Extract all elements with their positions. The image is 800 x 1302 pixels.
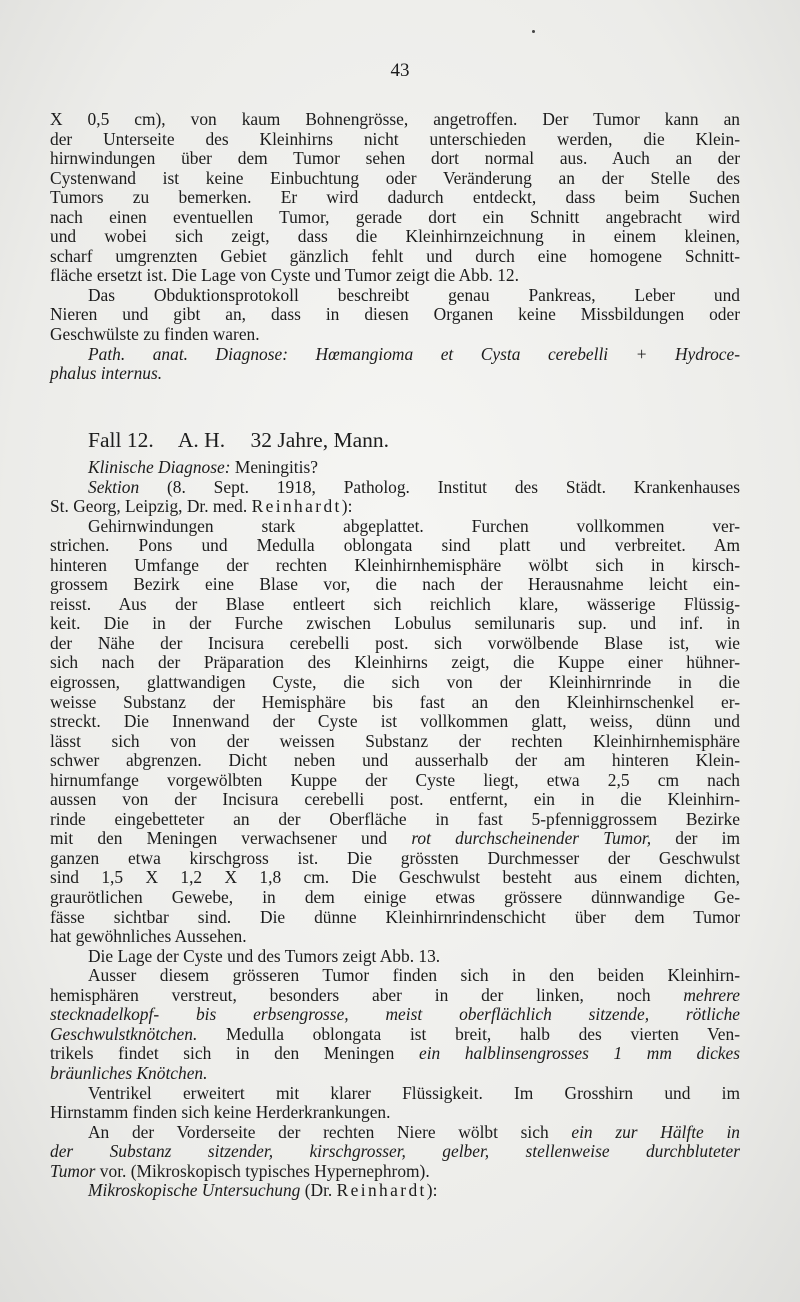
text-line: nach einen eventuellen Tumor, gerade dort ein Schnitt angebracht wird: [50, 206, 740, 227]
text-line: Ventrikel erweitert mit klarer Flüssigkeit. Im Grosshirn und im: [88, 1082, 740, 1103]
text-line: scharf umgrenzten Gebiet gänzlich fehlt und durch eine homogene Schnitt-: [50, 245, 740, 266]
text-line: reisst. Aus der Blase entleert sich reichlich klare, wässerige Flüssig-: [50, 593, 740, 614]
text-line: mit den Meningen verwachsener und rot durchscheinender Tumor, der im: [50, 828, 740, 849]
text-line: schwer abgrenzen. Dicht neben und ausserhalb der am hinteren Klein-: [50, 750, 740, 771]
text-line: Tumor vor. (Mikroskopisch typisches Hypernephrom).: [50, 1160, 430, 1181]
text-line: aussen von der Incisura cerebelli post. entfernt, ein in die Kleinhirn-: [50, 789, 740, 810]
previous-case-text: [50, 110, 740, 384]
text-line: strichen. Pons und Medulla oblongata sind platt und verbreitet. Am: [50, 535, 740, 556]
case-heading: [88, 428, 409, 453]
doctor-name: Reinhardt: [336, 1180, 427, 1201]
text-line: fläche ersetzt ist. Die Lage von Cyste und Tumor zeigt die Abb. 12.: [50, 265, 519, 286]
text-line: Cystenwand ist keine Einbuchtung oder Veränderung an der Stelle des: [50, 167, 740, 188]
text-line: Nieren und gibt an, dass in diesen Organen keine Missbildungen oder: [50, 304, 740, 325]
text-line: fässe sichtbar sind. Die dünne Kleinhirnrindenschicht über dem Tumor: [50, 906, 740, 927]
text-line: hirnumfange vorgewölbten Kuppe der Cyste liegt, etwa 2,5 cm nach: [50, 769, 740, 790]
sektion-line: St. Georg, Leipzig, Dr. med. Reinhardt):: [50, 496, 353, 517]
text-line: Ausser diesem grösseren Tumor finden sich in den beiden Kleinhirn-: [88, 965, 740, 986]
text-line: bräunliches Knötchen.: [50, 1062, 208, 1083]
diagnosis-line: Path. anat. Diagnose: Hœmangioma et Cysta cerebelli + Hydroce-: [88, 343, 740, 364]
text-line: keit. Die in der Furche zwischen Lobulus semilunaris sup. und inf. in: [50, 613, 740, 634]
text-line: der Unterseite des Kleinhirns nicht unterschieden werden, die Klein-: [50, 128, 740, 149]
patient-details: 32 Jahre, Mann.: [250, 428, 389, 452]
text-line: sich nach der Präparation des Kleinhirns zeigt, die Kuppe einer hühner-: [50, 652, 740, 673]
text-line: grossem Bezirk eine Blase vor, die nach der Herausnahme leicht ein-: [50, 574, 740, 595]
text-line: Das Obduktionsprotokoll beschreibt genau Pankreas, Leber und: [88, 284, 740, 305]
text-line: stecknadelkopf- bis erbsengrosse, meist oberflächlich sitzende, rötliche: [50, 1004, 740, 1025]
text-line: Die Lage der Cyste und des Tumors zeigt Abb. 13.: [88, 945, 441, 966]
text-line: der Nähe der Incisura cerebelli post. sich vorwölbende Blase ist, wie: [50, 632, 740, 653]
text-line: eigrossen, glattwandigen Cyste, die sich von der Kleinhirnrinde in die: [50, 672, 740, 693]
text-line: streckt. Die Innenwand der Cyste ist vollkommen glatt, weiss, dünn und: [50, 711, 740, 732]
text-line: ganzen etwa kirschgross ist. Die grössten Durchmesser der Geschwulst: [50, 847, 740, 868]
text-line: Tumors zu bemerken. Er wird dadurch entdeckt, dass beim Suchen: [50, 187, 740, 208]
clinical-diagnosis-value: Meningitis?: [234, 457, 318, 477]
text-line: weisse Substanz der Hemisphäre bis fast an den Kleinhirnschenkel er-: [50, 691, 740, 712]
text-line: graurötlichen Gewebe, in dem einige etwas grössere dünnwandige Ge-: [50, 887, 740, 908]
clinical-diagnosis-label: Klinische Diagnose:: [88, 457, 231, 477]
text-line: Gehirnwindungen stark abgeplattet. Furchen vollkommen ver-: [88, 515, 740, 536]
sektion-label: Sektion: [88, 476, 140, 497]
text-line: trikels findet sich in den Meningen ein halblinsengrosses 1 mm dickes: [50, 1043, 740, 1064]
text-line: Geschwülste zu finden waren.: [50, 324, 260, 345]
text-line: An der Vorderseite der rechten Niere wölbt sich ein zur Hälfte in: [88, 1121, 740, 1142]
case-number: Fall 12.: [88, 428, 154, 452]
patient-initials: A. H.: [177, 428, 226, 452]
text-line: Geschwulstknötchen. Medulla oblongata ist breit, halb des vierten Ven-: [50, 1023, 740, 1044]
text-line: der Substanz sitzender, kirschgrosser, gelber, stellenweise durchbluteter: [50, 1141, 740, 1162]
text-line: hirnwindungen über dem Tumor sehen dort normal aus. Auch an der: [50, 148, 740, 169]
clinical-diagnosis-line: [50, 458, 740, 478]
text-line: hemisphären verstreut, besonders aber in der linken, noch mehrere: [50, 984, 740, 1005]
page-number: 43: [390, 60, 410, 81]
case-12-text: [50, 458, 740, 1201]
diagnosis-line: phalus internus.: [50, 363, 163, 384]
text-line: lässt sich von der weissen Substanz der rechten Kleinhirnhemisphäre: [50, 730, 740, 751]
text-line: X 0,5 cm), von kaum Bohnengrösse, angetroffen. Der Tumor kann an: [50, 109, 740, 129]
text-line: hat gewöhnliches Aussehen.: [50, 926, 247, 947]
text-line: Mikroskopische Untersuchung (Dr. Reinhardt):: [88, 1180, 438, 1201]
text-line: rinde eingebetteter an der Oberfläche in fast 5-pfenniggrossem Bezirke: [50, 808, 740, 829]
sektion-line: Sektion (8. Sept. 1918, Patholog. Institut des Städt. Krankenhauses: [88, 476, 740, 497]
text-line: und wobei sich zeigt, dass die Kleinhirnzeichnung in einem kleinen,: [50, 226, 740, 247]
doctor-name: Reinhardt: [251, 496, 342, 517]
print-speck: [532, 30, 535, 33]
text-line: sind 1,5 X 1,2 X 1,8 cm. Die Geschwulst besteht aus einem dichten,: [50, 867, 740, 888]
text-line: hinteren Umfange der rechten Kleinhirnhemisphäre wölbt sich in kirsch-: [50, 554, 740, 575]
text-line: Hirnstamm finden sich keine Herderkrankungen.: [50, 1102, 391, 1123]
